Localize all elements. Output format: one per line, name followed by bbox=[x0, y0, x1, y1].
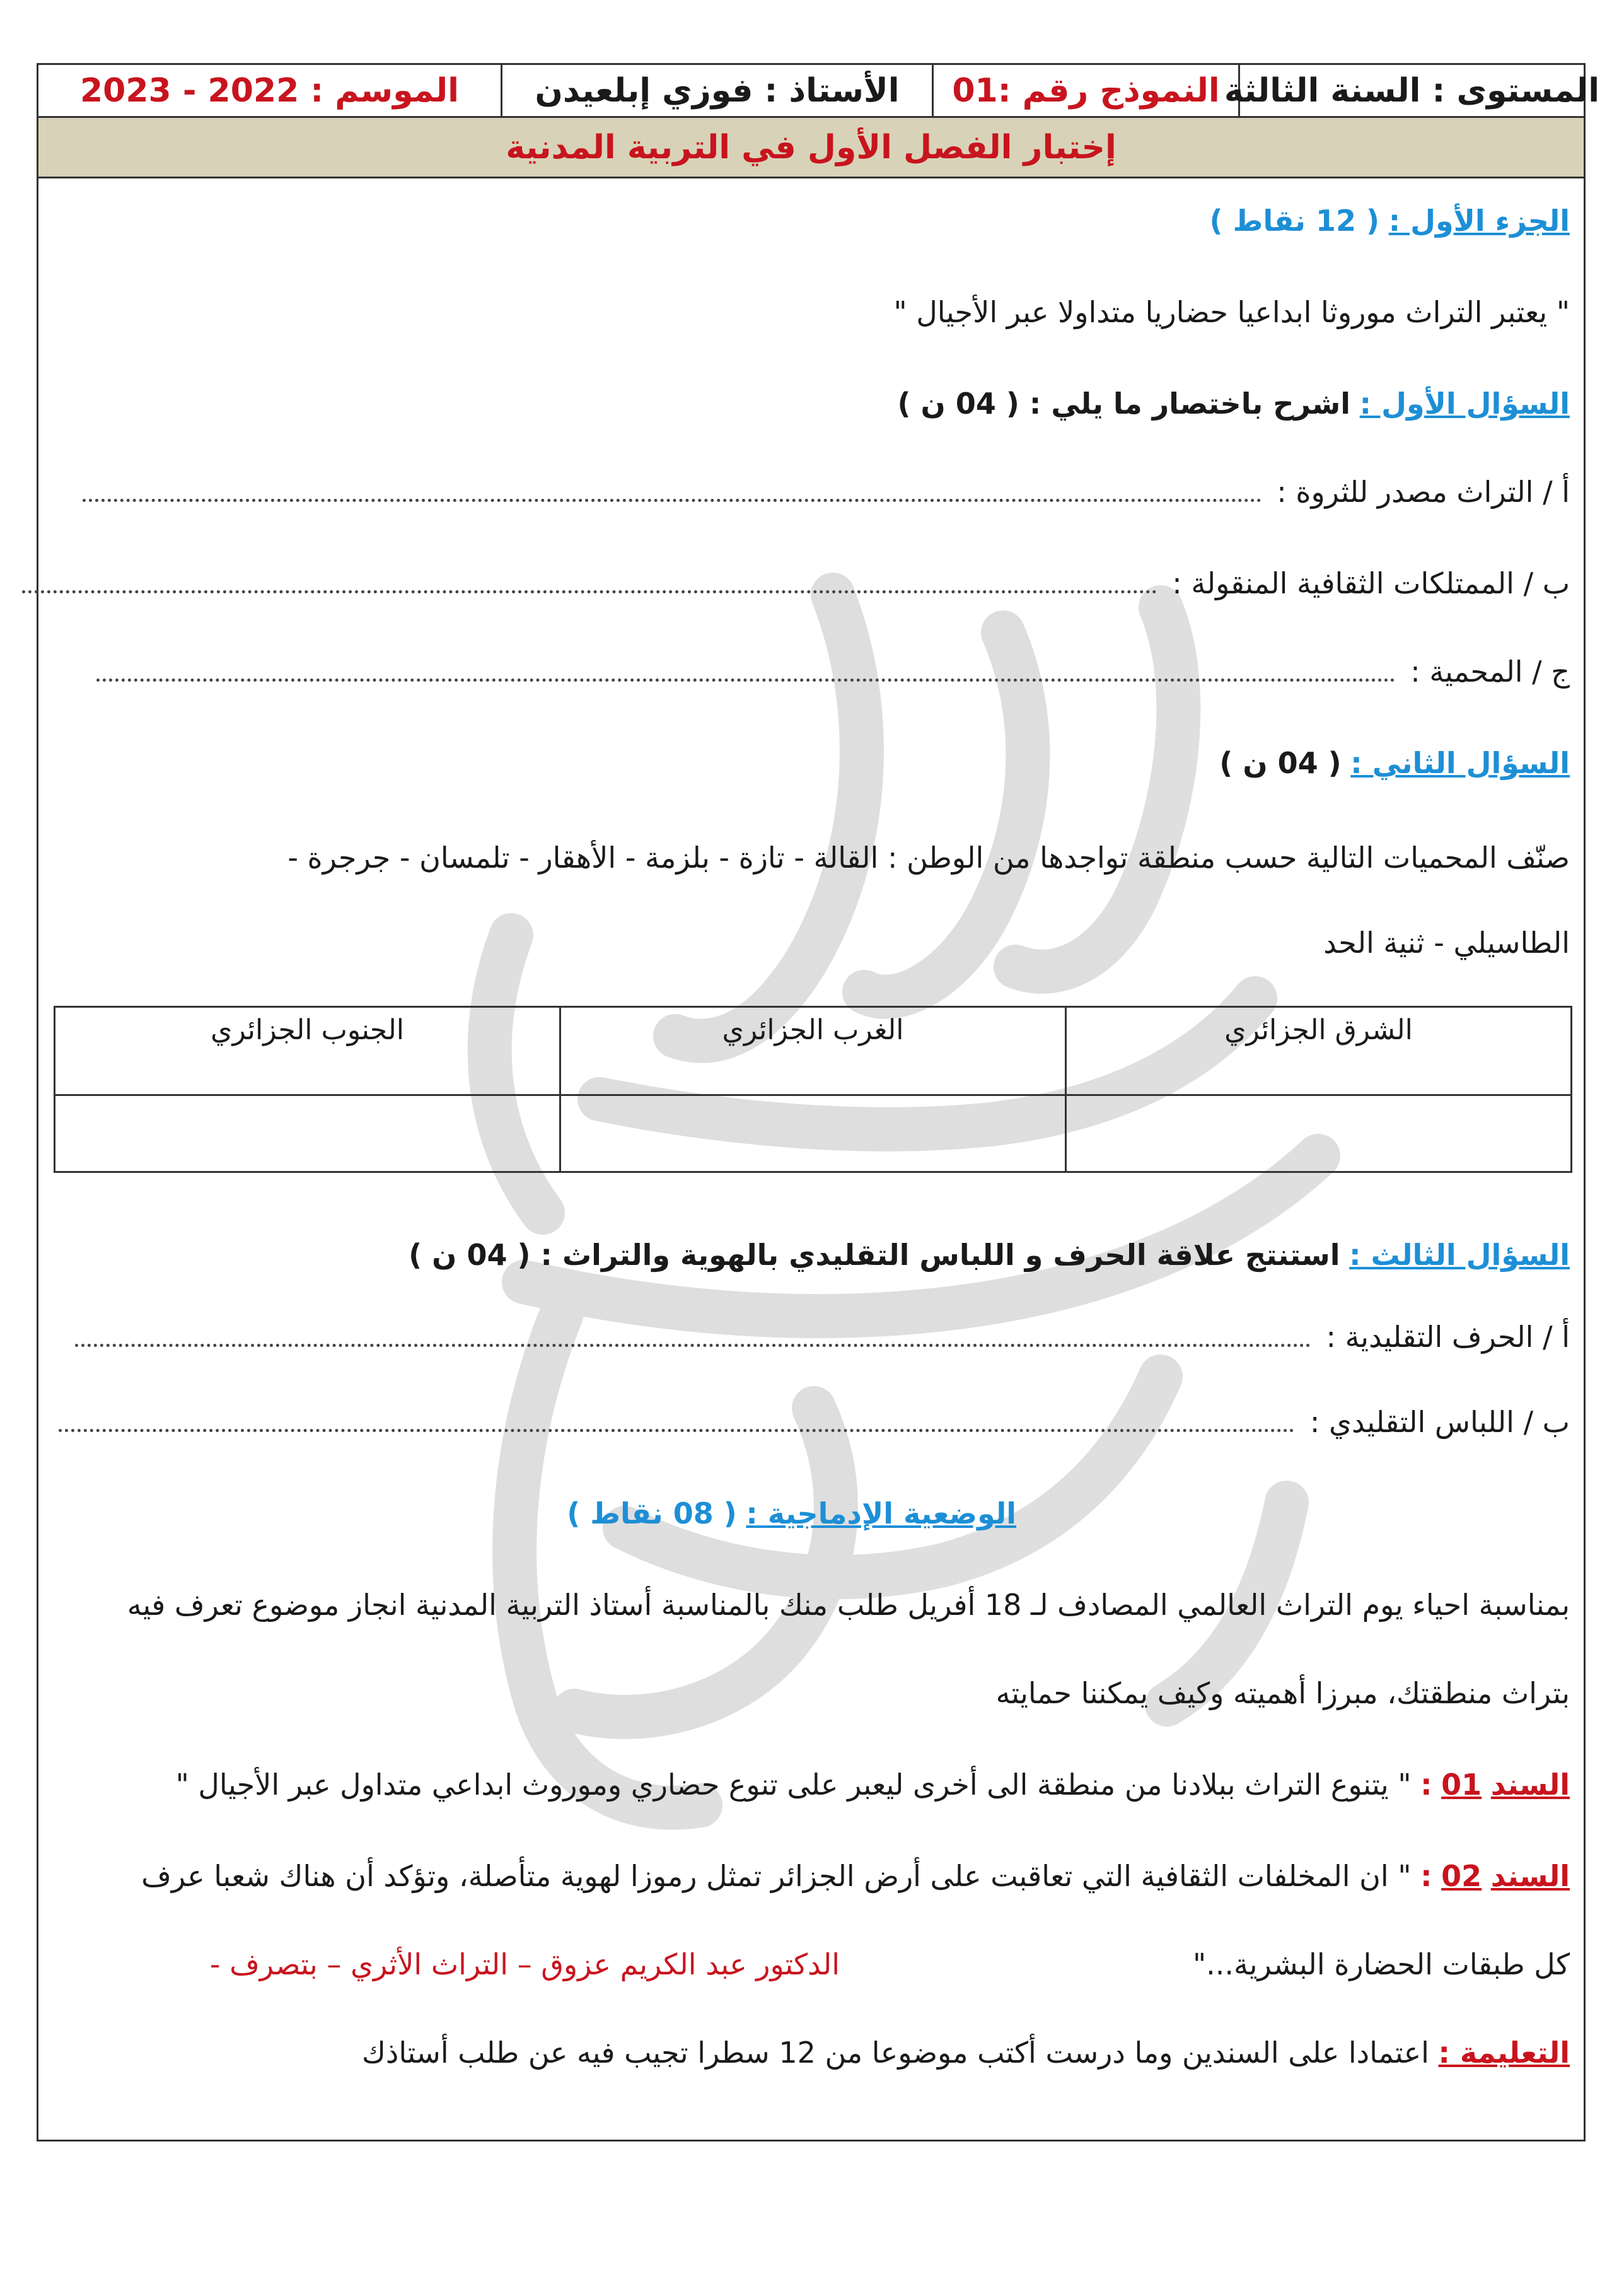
doc2-line2-text: كل طبقات الحضارة البشرية..." bbox=[1193, 1947, 1570, 1981]
doc1-line: السند 01 : " يتنوع التراث ببلادنا من منطقة الى أخرى ليعبر على تنوع حضاري وموروث ابداعي متداول عبر الأجيال " bbox=[175, 1768, 1570, 1802]
q3-text: استنتج علاقة الحرف و اللباس التقليدي بالهوية والتراث : ( 04 ن ) bbox=[409, 1238, 1340, 1272]
part2-para-line1-text: بمناسبة احياء يوم التراث العالمي المصادف لـ 18 أفريل طلب منك بالمناسبة أستاذ التربية المدنية انجاز موضوع تعرف فيه bbox=[127, 1588, 1570, 1622]
q1-item-c-text: ج / المحمية : bbox=[1410, 655, 1570, 689]
answer-dots bbox=[75, 1344, 1311, 1347]
exam-title: إختبار الفصل الأول في التربية المدنية bbox=[506, 128, 1116, 166]
instruction-text: اعتمادا على السندين وما درست أكتب موضوعا من 12 سطرا تجيب فيه عن طلب أستاذك bbox=[361, 2036, 1429, 2070]
q2-line1 bbox=[287, 841, 1570, 875]
doc2-line1-text: " ان المخلفات الثقافية التي تعاقبت على أرض الجزائر تمثل رموزا لهوية متأصلة، وتؤكد أن هناك شعبا عرف bbox=[141, 1859, 1412, 1893]
instruction-label: التعليمة : bbox=[1438, 2036, 1570, 2070]
answer-dots bbox=[96, 679, 1395, 682]
q3-heading: السؤال الثالث : bbox=[1349, 1238, 1570, 1272]
part1-heading-line bbox=[1210, 204, 1570, 238]
q2-line2-text: الطاسيلي - ثنية الحد bbox=[1323, 926, 1570, 960]
q1-item-b bbox=[22, 566, 1570, 601]
q1-item-a-text: أ / التراث مصدر للثروة : bbox=[1277, 475, 1570, 509]
doc2-label: السند bbox=[1490, 1859, 1570, 1893]
answer-dots bbox=[22, 590, 1157, 593]
header-west: الغرب الجزائري bbox=[560, 1007, 1066, 1095]
doc1-text: " يتنوع التراث ببلادنا من منطقة الى أخرى ليعبر على تنوع حضاري وموروث ابداعي متداول عبر الأجيال " bbox=[175, 1768, 1412, 1802]
table-header-row bbox=[55, 1007, 1572, 1095]
instruction-line bbox=[362, 2036, 1570, 2070]
doc1-number: 01 bbox=[1441, 1768, 1482, 1802]
answer-cell-south[interactable] bbox=[55, 1095, 560, 1172]
q1-item-c bbox=[96, 655, 1570, 689]
q1-item-b-text: ب / الممتلكات الثقافية المنقولة : bbox=[1172, 566, 1570, 600]
season-cell bbox=[38, 65, 501, 116]
answer-cell-west[interactable] bbox=[560, 1095, 1066, 1172]
q2-heading: السؤال الثاني : bbox=[1350, 746, 1570, 780]
season-text: الموسم : 2022 - 2023 bbox=[80, 71, 459, 110]
q1-heading: السؤال الأول : bbox=[1359, 387, 1570, 421]
table-answer-row bbox=[55, 1095, 1572, 1172]
answer-dots bbox=[59, 1429, 1294, 1432]
part1-quote bbox=[894, 295, 1570, 330]
q2-line1-text: صنّف المحميات التالية حسب منطقة تواجدها من الوطن : القالة - تازة - بلزمة - الأهقار - تلمسان - جرجرة - bbox=[287, 841, 1570, 875]
header-east: الشرق الجزائري bbox=[1066, 1007, 1572, 1095]
q2-heading-line bbox=[1219, 746, 1570, 781]
doc2-source-text: الدكتور عبد الكريم عزوق – التراث الأثري – بتصرف - bbox=[209, 1947, 840, 1981]
header-south: الجنوب الجزائري bbox=[55, 1007, 560, 1095]
doc2-number: 02 bbox=[1441, 1859, 1482, 1893]
q3-item-b-text: ب / اللباس التقليدي : bbox=[1309, 1405, 1570, 1439]
part1-quote-text: " يعتبر التراث موروثا ابداعيا حضاريا متداولا عبر الأجيال " bbox=[893, 295, 1570, 329]
q2-line2 bbox=[1323, 926, 1570, 960]
answer-dots bbox=[83, 499, 1262, 502]
q1-text: اشرح باختصار ما يلي : ( 04 ن ) bbox=[897, 387, 1351, 421]
q1-heading-line bbox=[898, 387, 1570, 421]
model-number: 01 bbox=[952, 71, 998, 110]
doc2-source bbox=[210, 1947, 840, 1982]
title-row bbox=[38, 118, 1584, 178]
part2-para-line2-text: بتراث منطقتك، مبرزا أهميته وكيف يمكننا حمايته bbox=[995, 1676, 1570, 1710]
part2-heading-line bbox=[567, 1496, 1016, 1531]
answer-cell-east[interactable] bbox=[1066, 1095, 1572, 1172]
doc1-label: السند bbox=[1490, 1768, 1570, 1802]
q3-item-a-text: أ / الحرف التقليدية : bbox=[1326, 1320, 1570, 1354]
exam-page bbox=[37, 63, 1600, 2142]
doc2-line1: السند 02 : " ان المخلفات الثقافية التي تعاقبت على أرض الجزائر تمثل رموزا لهوية متأصلة، وتؤكد أن هناك شعبا عرف bbox=[141, 1859, 1570, 1893]
teacher-text: الأستاذ : فوزي إبلعيدن bbox=[535, 71, 900, 110]
q1-item-a bbox=[83, 475, 1570, 510]
q2-points: ( 04 ن ) bbox=[1219, 746, 1342, 780]
part2-para-line2 bbox=[996, 1676, 1570, 1711]
teacher-cell bbox=[501, 65, 932, 116]
q3-item-b bbox=[59, 1405, 1570, 1440]
q3-item-a bbox=[75, 1320, 1570, 1355]
q3-heading-line bbox=[409, 1238, 1570, 1273]
level-text: المستوى : السنة الثالثة bbox=[1224, 71, 1600, 110]
doc2-line2 bbox=[1193, 1947, 1570, 1982]
level-cell bbox=[1224, 65, 1600, 116]
header-row bbox=[38, 65, 1600, 118]
part1-heading: الجزء الأول : bbox=[1388, 204, 1570, 238]
model-label: النموذج رقم : bbox=[997, 71, 1220, 110]
part2-para-line1 bbox=[127, 1588, 1570, 1623]
regions-table bbox=[54, 1006, 1572, 1173]
part2-heading: الوضعية الإدماجية : bbox=[746, 1496, 1016, 1530]
model-cell bbox=[932, 65, 1238, 116]
part2-points: ( 08 نقاط ) bbox=[567, 1496, 737, 1530]
part1-points: ( 12 نقاط ) bbox=[1209, 204, 1380, 238]
